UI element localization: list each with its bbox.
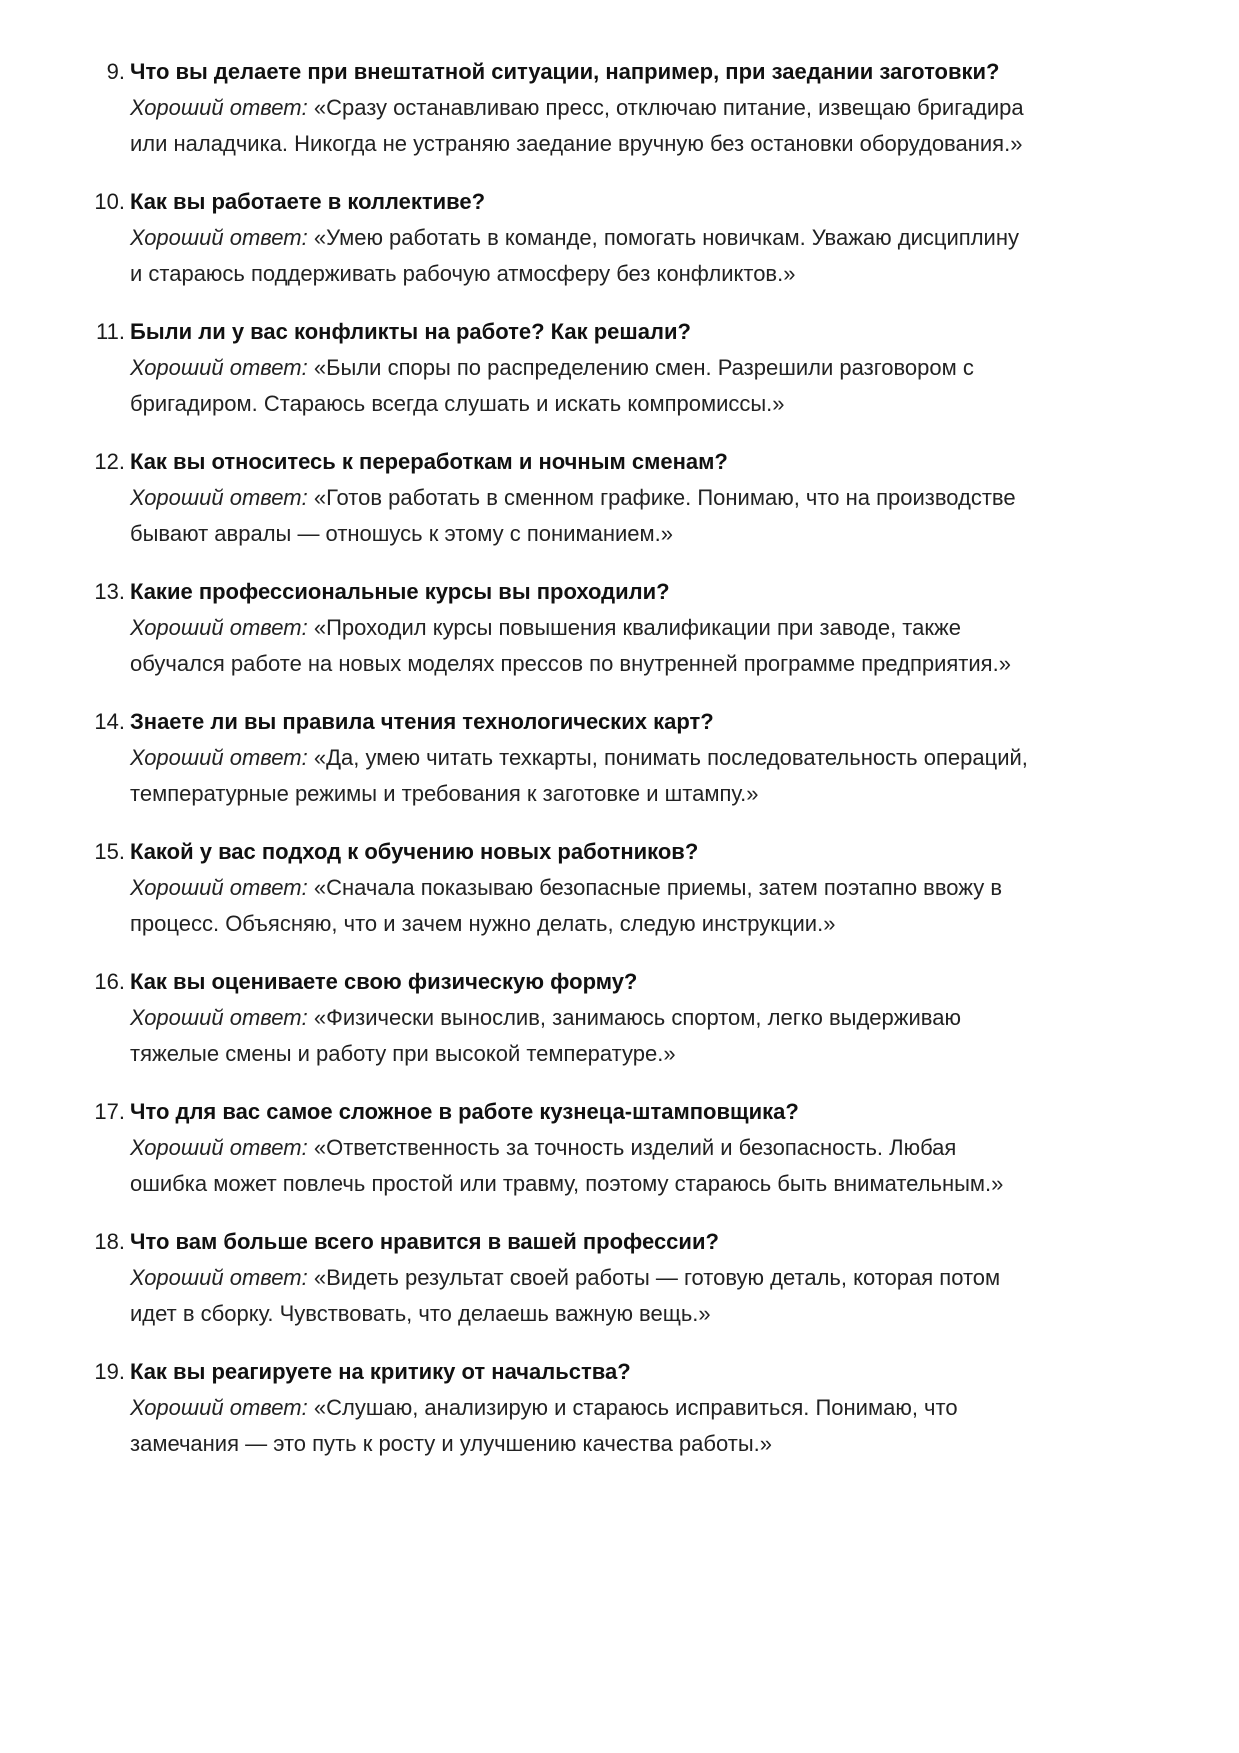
item-number: 13.: [94, 579, 125, 604]
list-item: [0, 1224, 1239, 1332]
answer-text: «Были споры по распределению смен. Разрешили разговором с: [313, 355, 974, 380]
answer-line: [0, 350, 1239, 386]
item-number: 17.: [94, 1099, 125, 1124]
question: Как вы относитесь к переработкам и ночным сменам?: [130, 449, 728, 474]
answer-label: Хороший ответ:: [130, 355, 308, 380]
answer-line: идет в сборку. Чувствовать, что делаешь важную вещь.»: [130, 1301, 711, 1326]
answer-label: Хороший ответ:: [130, 1265, 308, 1290]
question: Как вы оцениваете свою физическую форму?: [130, 969, 638, 994]
answer-line: бригадиром. Стараюсь всегда слушать и искать компромиссы.»: [130, 391, 785, 416]
answer-label: Хороший ответ:: [130, 615, 308, 640]
list-item: [0, 834, 1239, 942]
answer-line: замечания — это путь к росту и улучшению качества работы.»: [130, 1431, 772, 1456]
answer-line: ошибка может повлечь простой или травму, поэтому стараюсь быть внимательным.»: [130, 1171, 1004, 1196]
question: Как вы реагируете на критику от начальства?: [130, 1359, 631, 1384]
answer-line: [0, 220, 1239, 256]
item-number: 10.: [94, 189, 125, 214]
answer-line: процесс. Объясняю, что и зачем нужно делать, следую инструкции.»: [130, 911, 836, 936]
list-item: [0, 314, 1239, 422]
answer-label: Хороший ответ:: [130, 745, 308, 770]
answer-line: [0, 610, 1239, 646]
answer-text: «Да, умею читать техкарты, понимать последовательность операций,: [313, 745, 1028, 770]
answer-text: «Видеть результат своей работы — готовую деталь, которая потом: [313, 1265, 1001, 1290]
list-item: [0, 964, 1239, 1072]
list-item: [0, 574, 1239, 682]
question: Что для вас самое сложное в работе кузнеца-штамповщика?: [130, 1099, 799, 1124]
answer-line: [0, 480, 1239, 516]
answer-label: Хороший ответ:: [130, 95, 308, 120]
answer-text: «Слушаю, анализирую и стараюсь исправиться. Понимаю, что: [313, 1395, 958, 1420]
answer-line: температурные режимы и требования к заготовке и штампу.»: [130, 781, 759, 806]
list-item: [0, 704, 1239, 812]
answer-label: Хороший ответ:: [130, 225, 308, 250]
answer-text: «Сначала показываю безопасные приемы, затем поэтапно ввожу в: [313, 875, 1003, 900]
answer-text: «Умею работать в команде, помогать новичкам. Уважаю дисциплину: [313, 225, 1019, 250]
question: Были ли у вас конфликты на работе? Как решали?: [130, 319, 691, 344]
list-item: [0, 1354, 1239, 1462]
answer-label: Хороший ответ:: [130, 1135, 308, 1160]
question: Что вам больше всего нравится в вашей профессии?: [130, 1229, 719, 1254]
item-number: 15.: [94, 839, 125, 864]
answer-text: «Физически вынослив, занимаюсь спортом, легко выдерживаю: [313, 1005, 961, 1030]
answer-line: [0, 90, 1239, 126]
item-number: 16.: [94, 969, 125, 994]
item-number: 9.: [106, 59, 125, 84]
question: Какие профессиональные курсы вы проходили?: [130, 579, 670, 604]
answer-line: [0, 1260, 1239, 1296]
interview-questions-list: [0, 54, 1239, 1484]
question: Знаете ли вы правила чтения технологических карт?: [130, 709, 714, 734]
question: Как вы работаете в коллективе?: [130, 189, 486, 214]
list-item: [0, 54, 1239, 162]
answer-text: «Проходил курсы повышения квалификации при заводе, также: [313, 615, 961, 640]
question: Что вы делаете при внештатной ситуации, например, при заедании заготовки?: [130, 59, 1000, 84]
answer-label: Хороший ответ:: [130, 485, 308, 510]
answer-line: бывают авралы — отношусь к этому с пониманием.»: [130, 521, 673, 546]
item-number: 12.: [94, 449, 125, 474]
answer-line: обучался работе на новых моделях прессов по внутренней программе предприятия.»: [130, 651, 1011, 676]
answer-line: [0, 870, 1239, 906]
answer-label: Хороший ответ:: [130, 1005, 308, 1030]
answer-line: [0, 1390, 1239, 1426]
list-item: [0, 444, 1239, 552]
question: Какой у вас подход к обучению новых работников?: [130, 839, 699, 864]
answer-text: «Сразу останавливаю пресс, отключаю питание, извещаю бригадира: [313, 95, 1024, 120]
answer-line: тяжелые смены и работу при высокой температуре.»: [130, 1041, 676, 1066]
item-number: 14.: [94, 709, 125, 734]
item-number: 18.: [94, 1229, 125, 1254]
answer-label: Хороший ответ:: [130, 875, 308, 900]
answer-text: «Готов работать в сменном графике. Понимаю, что на производстве: [313, 485, 1016, 510]
answer-line: или наладчика. Никогда не устраняю заедание вручную без остановки оборудования.»: [130, 131, 1023, 156]
answer-line: [0, 1000, 1239, 1036]
answer-line: и стараюсь поддерживать рабочую атмосферу без конфликтов.»: [130, 261, 796, 286]
item-number: 11.: [96, 319, 125, 344]
answer-label: Хороший ответ:: [130, 1395, 308, 1420]
list-item: [0, 184, 1239, 292]
answer-text: «Ответственность за точность изделий и безопасность. Любая: [313, 1135, 957, 1160]
list-item: [0, 1094, 1239, 1202]
item-number: 19.: [94, 1359, 125, 1384]
answer-line: [0, 1130, 1239, 1166]
answer-line: [0, 740, 1239, 776]
